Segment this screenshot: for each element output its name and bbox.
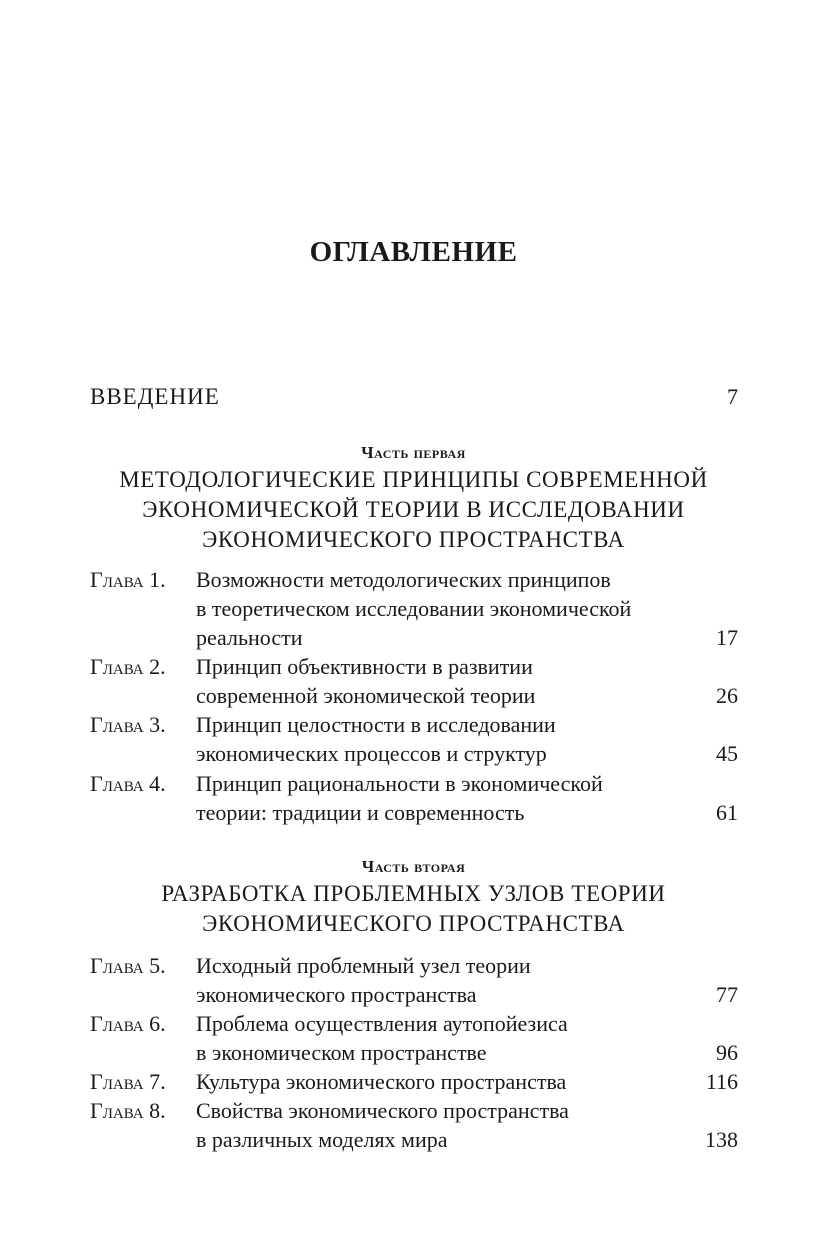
toc-entry-chapter-6[interactable] [90, 1009, 738, 1067]
chapter-title-line: в теоретическом исследовании экономической [196, 596, 632, 621]
chapter-title-line: Возможности методологических принципов [196, 567, 611, 592]
chapter-page-number: 96 [716, 1040, 738, 1065]
chapter-page-number: 45 [716, 741, 738, 766]
chapter-title-line: теории: традиции и современность [196, 800, 525, 825]
part-label: Часть вторая [361, 857, 466, 876]
chapter-label: Глава 4. [90, 771, 166, 796]
chapter-page-number: 17 [716, 625, 738, 650]
chapter-page-number: 116 [705, 1069, 738, 1094]
chapter-label: Глава 6. [90, 1011, 166, 1036]
chapter-title-line: экономического пространства [196, 982, 477, 1007]
chapter-title-line: Принцип рациональности в экономической [196, 771, 603, 796]
toc-entry-chapter-2[interactable] [90, 652, 738, 710]
page-title: ОГЛАВЛЕНИЕ [309, 236, 518, 268]
part-title-line: РАЗРАБОТКА ПРОБЛЕМНЫХ УЗЛОВ ТЕОРИИ [161, 881, 666, 906]
chapter-label: Глава 7. [90, 1069, 166, 1094]
chapter-title-line: Принцип объективности в развитии [196, 654, 533, 679]
chapter-title-line: экономических процессов и структур [196, 741, 547, 766]
part-title-line: ЭКОНОМИЧЕСКОЙ ТЕОРИИ В ИССЛЕДОВАНИИ [142, 497, 685, 522]
part-title-line: ЭКОНОМИЧЕСКОГО ПРОСТРАНСТВА [202, 527, 625, 552]
chapter-title-line: современной экономической теории [196, 683, 536, 708]
chapter-title-line: Проблема осуществления аутопойезиса [196, 1011, 568, 1036]
chapter-title-line: Культура экономического пространства [196, 1069, 567, 1094]
chapter-title-line: Свойства экономического пространства [196, 1098, 569, 1123]
toc-entry-introduction[interactable] [90, 382, 738, 411]
part-heading-1 [0, 441, 827, 555]
chapter-label: Глава 5. [90, 953, 166, 978]
chapter-page-number: 77 [716, 982, 738, 1007]
toc-entry-chapter-3[interactable] [90, 710, 738, 768]
chapter-title-line: в различных моделях мира [196, 1127, 448, 1152]
chapter-page-number: 26 [716, 683, 738, 708]
part-label: Часть первая [361, 443, 466, 462]
chapter-title-line: в экономическом пространстве [196, 1040, 487, 1065]
toc-entry-chapter-5[interactable] [90, 951, 738, 1009]
part-title-line: МЕТОДОЛОГИЧЕСКИЕ ПРИНЦИПЫ СОВРЕМЕННОЙ [119, 467, 708, 492]
introduction-page-number: 7 [727, 384, 738, 409]
chapter-page-number: 138 [705, 1127, 738, 1152]
toc-entry-chapter-8[interactable] [90, 1096, 738, 1154]
chapter-page-number: 61 [716, 800, 738, 825]
toc-entry-chapter-4[interactable] [90, 769, 738, 827]
part-title-line: ЭКОНОМИЧЕСКОГО ПРОСТРАНСТВА [202, 911, 625, 936]
chapter-label: Глава 3. [90, 712, 166, 737]
part-heading-2 [0, 855, 827, 939]
chapter-title-line: Исходный проблемный узел теории [196, 953, 531, 978]
chapter-title-line: Принцип целостности в исследовании [196, 712, 556, 737]
chapter-label: Глава 8. [90, 1098, 166, 1123]
toc-entry-chapter-7[interactable] [90, 1067, 738, 1096]
chapter-title-line: реальности [196, 625, 303, 650]
chapter-label: Глава 2. [90, 654, 166, 679]
introduction-label: ВВЕДЕНИЕ [90, 384, 220, 409]
chapter-label: Глава 1. [90, 567, 166, 592]
toc-entry-chapter-1[interactable] [90, 565, 738, 652]
